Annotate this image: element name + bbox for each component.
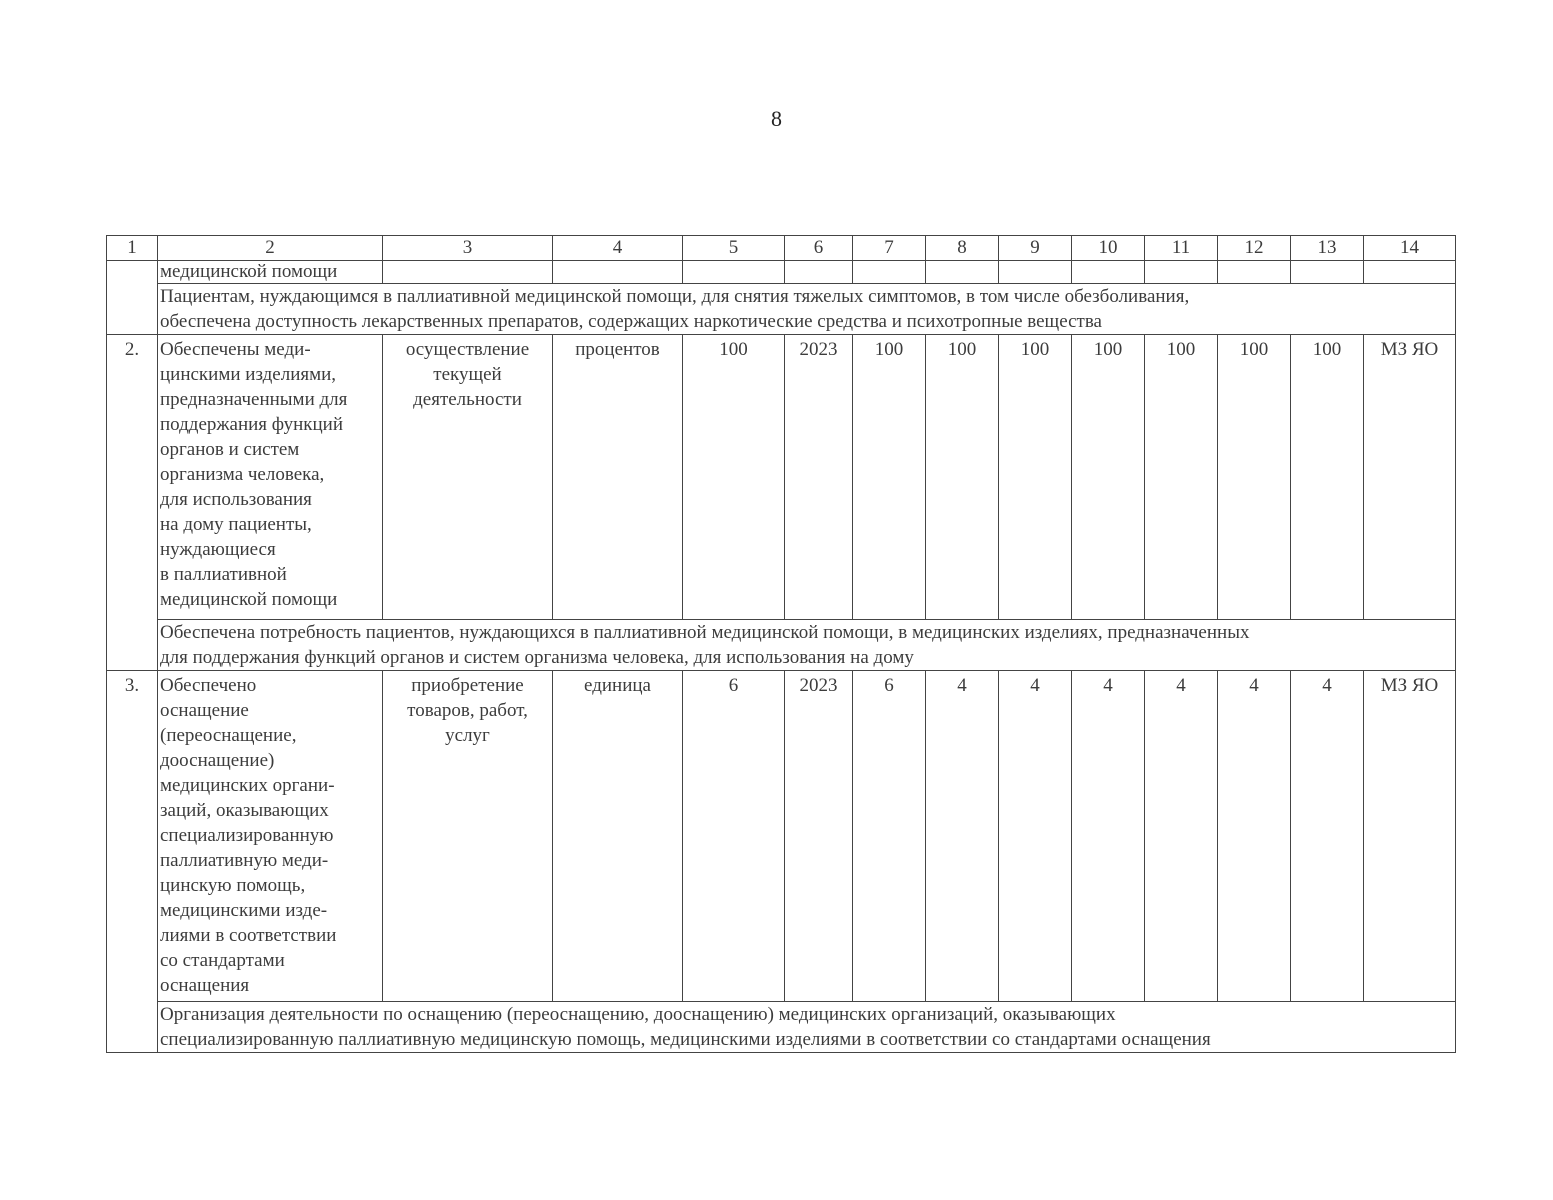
column-number: 3 bbox=[383, 236, 553, 261]
year-value: 4 bbox=[1072, 671, 1145, 1002]
result-line: Организация деятельности по оснащению (переоснащению, дооснащению) медицинских организаций, оказывающих bbox=[160, 1004, 1116, 1025]
year-value: 100 bbox=[999, 335, 1072, 620]
indicator-name: медицинской помощи bbox=[158, 261, 383, 284]
base-year: 2023 bbox=[785, 335, 853, 620]
result-row bbox=[107, 284, 1456, 335]
column-number: 6 bbox=[785, 236, 853, 261]
result-row bbox=[107, 1002, 1456, 1053]
result-line: специализированную паллиативную медицинскую помощь, медицинскими изделиями в соответствии со стандартами оснащения bbox=[160, 1029, 1211, 1050]
table-row bbox=[107, 671, 1456, 1002]
result-description bbox=[158, 620, 1456, 671]
result-line: Обеспечена потребность пациентов, нуждающихся в паллиативной медицинской помощи, в медицинских изделиях, предназначенных bbox=[160, 622, 1250, 643]
result-line: Пациентам, нуждающимся в паллиативной медицинской помощи, для снятия тяжелых симптомов, в том числе обезболивания, bbox=[160, 286, 1190, 307]
indicator-type: осуществление текущей деятельности bbox=[383, 335, 553, 620]
table-row bbox=[107, 335, 1456, 620]
indicators-table bbox=[106, 235, 1456, 1053]
unit: единица bbox=[553, 671, 683, 1002]
column-number: 9 bbox=[999, 236, 1072, 261]
column-number: 14 bbox=[1364, 236, 1456, 261]
year-value: 4 bbox=[926, 671, 999, 1002]
column-number: 10 bbox=[1072, 236, 1145, 261]
year-value: 100 bbox=[1145, 335, 1218, 620]
unit: процентов bbox=[553, 335, 683, 620]
year-value: 4 bbox=[1218, 671, 1291, 1002]
page-number: 8 bbox=[771, 106, 782, 131]
year-value: 4 bbox=[1145, 671, 1218, 1002]
responsible: МЗ ЯО bbox=[1364, 335, 1456, 620]
base-year: 2023 bbox=[785, 671, 853, 1002]
year-value: 100 bbox=[1072, 335, 1145, 620]
indicator-type: приобретение товаров, работ, услуг bbox=[383, 671, 553, 1002]
year-value: 100 bbox=[1291, 335, 1364, 620]
row-number-cell bbox=[107, 261, 158, 335]
result-description bbox=[158, 284, 1456, 335]
indicator-name: Обеспечены меди- цинскими изделиями, предназначенными для поддержания функций органов и систем организма человека, для использования на дому пациенты, нуждающиеся в паллиативной медицинской помощи bbox=[158, 335, 383, 620]
result-description bbox=[158, 1002, 1456, 1053]
result-line: для поддержания функций органов и систем организма человека, для использования на дому bbox=[160, 647, 914, 668]
year-value: 100 bbox=[926, 335, 999, 620]
column-number: 4 bbox=[553, 236, 683, 261]
column-number: 8 bbox=[926, 236, 999, 261]
column-number: 7 bbox=[853, 236, 926, 261]
row-number: 2. bbox=[107, 335, 158, 671]
column-number: 12 bbox=[1218, 236, 1291, 261]
base-value: 100 bbox=[683, 335, 785, 620]
result-row bbox=[107, 620, 1456, 671]
column-number: 2 bbox=[158, 236, 383, 261]
result-line: обеспечена доступность лекарственных препаратов, содержащих наркотические средства и психотропные вещества bbox=[160, 311, 1102, 332]
column-number: 1 bbox=[107, 236, 158, 261]
year-value: 6 bbox=[853, 671, 926, 1002]
continuation-row bbox=[107, 261, 1456, 284]
column-number: 11 bbox=[1145, 236, 1218, 261]
row-number: 3. bbox=[107, 671, 158, 1053]
column-number: 5 bbox=[683, 236, 785, 261]
responsible: МЗ ЯО bbox=[1364, 671, 1456, 1002]
year-value: 100 bbox=[1218, 335, 1291, 620]
column-number-row bbox=[107, 236, 1456, 261]
year-value: 4 bbox=[999, 671, 1072, 1002]
base-value: 6 bbox=[683, 671, 785, 1002]
indicator-name: Обеспечено оснащение (переоснащение, дооснащение) медицинских органи- заций, оказывающих специализированную паллиативную меди- цинскую помощь, медицинскими изде- лиями в соответствии со стандартами оснащения bbox=[158, 671, 383, 1002]
year-value: 100 bbox=[853, 335, 926, 620]
year-value: 4 bbox=[1291, 671, 1364, 1002]
column-number: 13 bbox=[1291, 236, 1364, 261]
